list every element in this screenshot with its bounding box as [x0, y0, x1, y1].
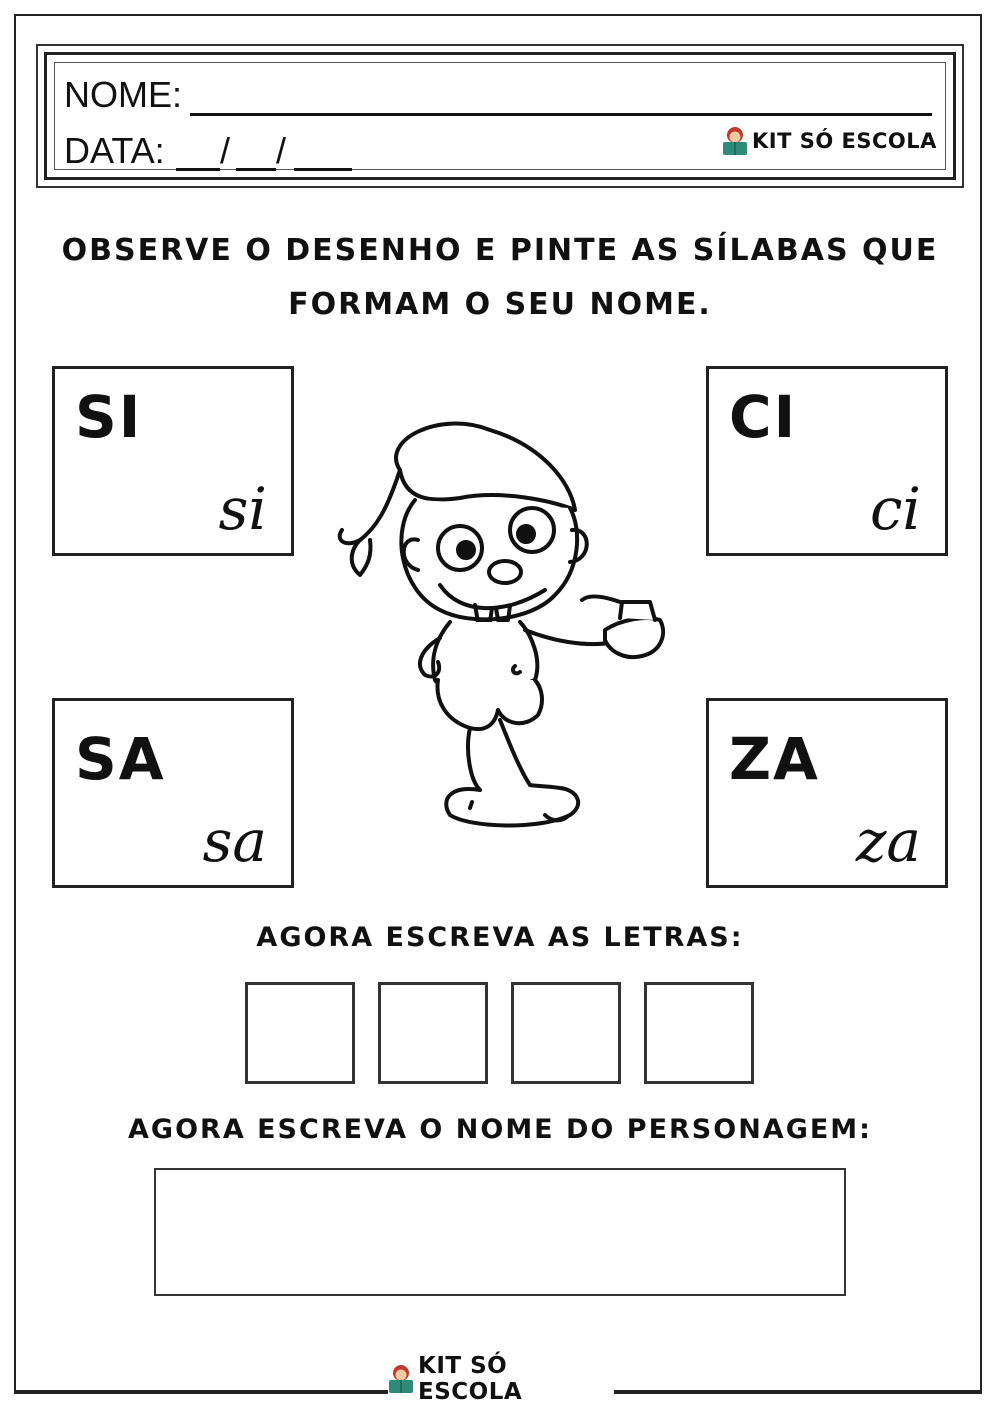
syllable-print: CI — [729, 383, 798, 451]
syllable-cursive: sa — [202, 807, 267, 875]
instruction-line-1: OBSERVE O DESENHO E PINTE AS SÍLABAS QUE — [61, 233, 939, 268]
letter-box-2[interactable] — [378, 982, 488, 1084]
brand-header — [722, 126, 937, 156]
date-year-blank[interactable] — [294, 168, 352, 171]
syllable-print: ZA — [729, 725, 820, 793]
date-day-blank[interactable] — [176, 168, 220, 171]
date-separator: / — [220, 130, 231, 171]
letters-section-title: AGORA ESCREVA AS LETRAS: — [256, 922, 744, 953]
syllable-print: SA — [75, 725, 166, 793]
footer-line-right — [608, 1392, 982, 1394]
syllable-cursive: ci — [869, 475, 921, 543]
name-label: NOME: — [64, 74, 183, 115]
character-name-answer-box[interactable] — [154, 1168, 846, 1296]
date-month-blank[interactable] — [236, 168, 276, 171]
student-reading-logo-icon — [722, 126, 748, 156]
syllable-box-sa[interactable] — [52, 698, 294, 888]
instruction-line-2: FORMAM O SEU NOME. — [288, 287, 712, 322]
student-reading-logo-icon — [388, 1364, 414, 1394]
brand-text: KIT SÓ ESCOLA — [752, 129, 937, 153]
brand-text: KIT SÓ ESCOLA — [418, 1353, 523, 1405]
character-illustration — [320, 390, 680, 830]
letter-box-4[interactable] — [644, 982, 754, 1084]
syllable-cursive: si — [218, 475, 267, 543]
name-write-line[interactable] — [190, 113, 932, 116]
letter-box-3[interactable] — [511, 982, 621, 1084]
brand-footer — [388, 1353, 614, 1405]
syllable-cursive: za — [855, 807, 921, 875]
syllable-box-si[interactable] — [52, 366, 294, 556]
letter-box-1[interactable] — [245, 982, 355, 1084]
footer-brand — [388, 1354, 614, 1404]
footer-line-left — [14, 1392, 394, 1394]
syllable-box-za[interactable] — [706, 698, 948, 888]
date-label: DATA: — [64, 130, 165, 171]
date-separator: / — [276, 130, 287, 171]
name-section-title: AGORA ESCREVA O NOME DO PERSONAGEM: — [128, 1114, 872, 1145]
syllable-box-ci[interactable] — [706, 366, 948, 556]
syllable-print: SI — [75, 383, 143, 451]
